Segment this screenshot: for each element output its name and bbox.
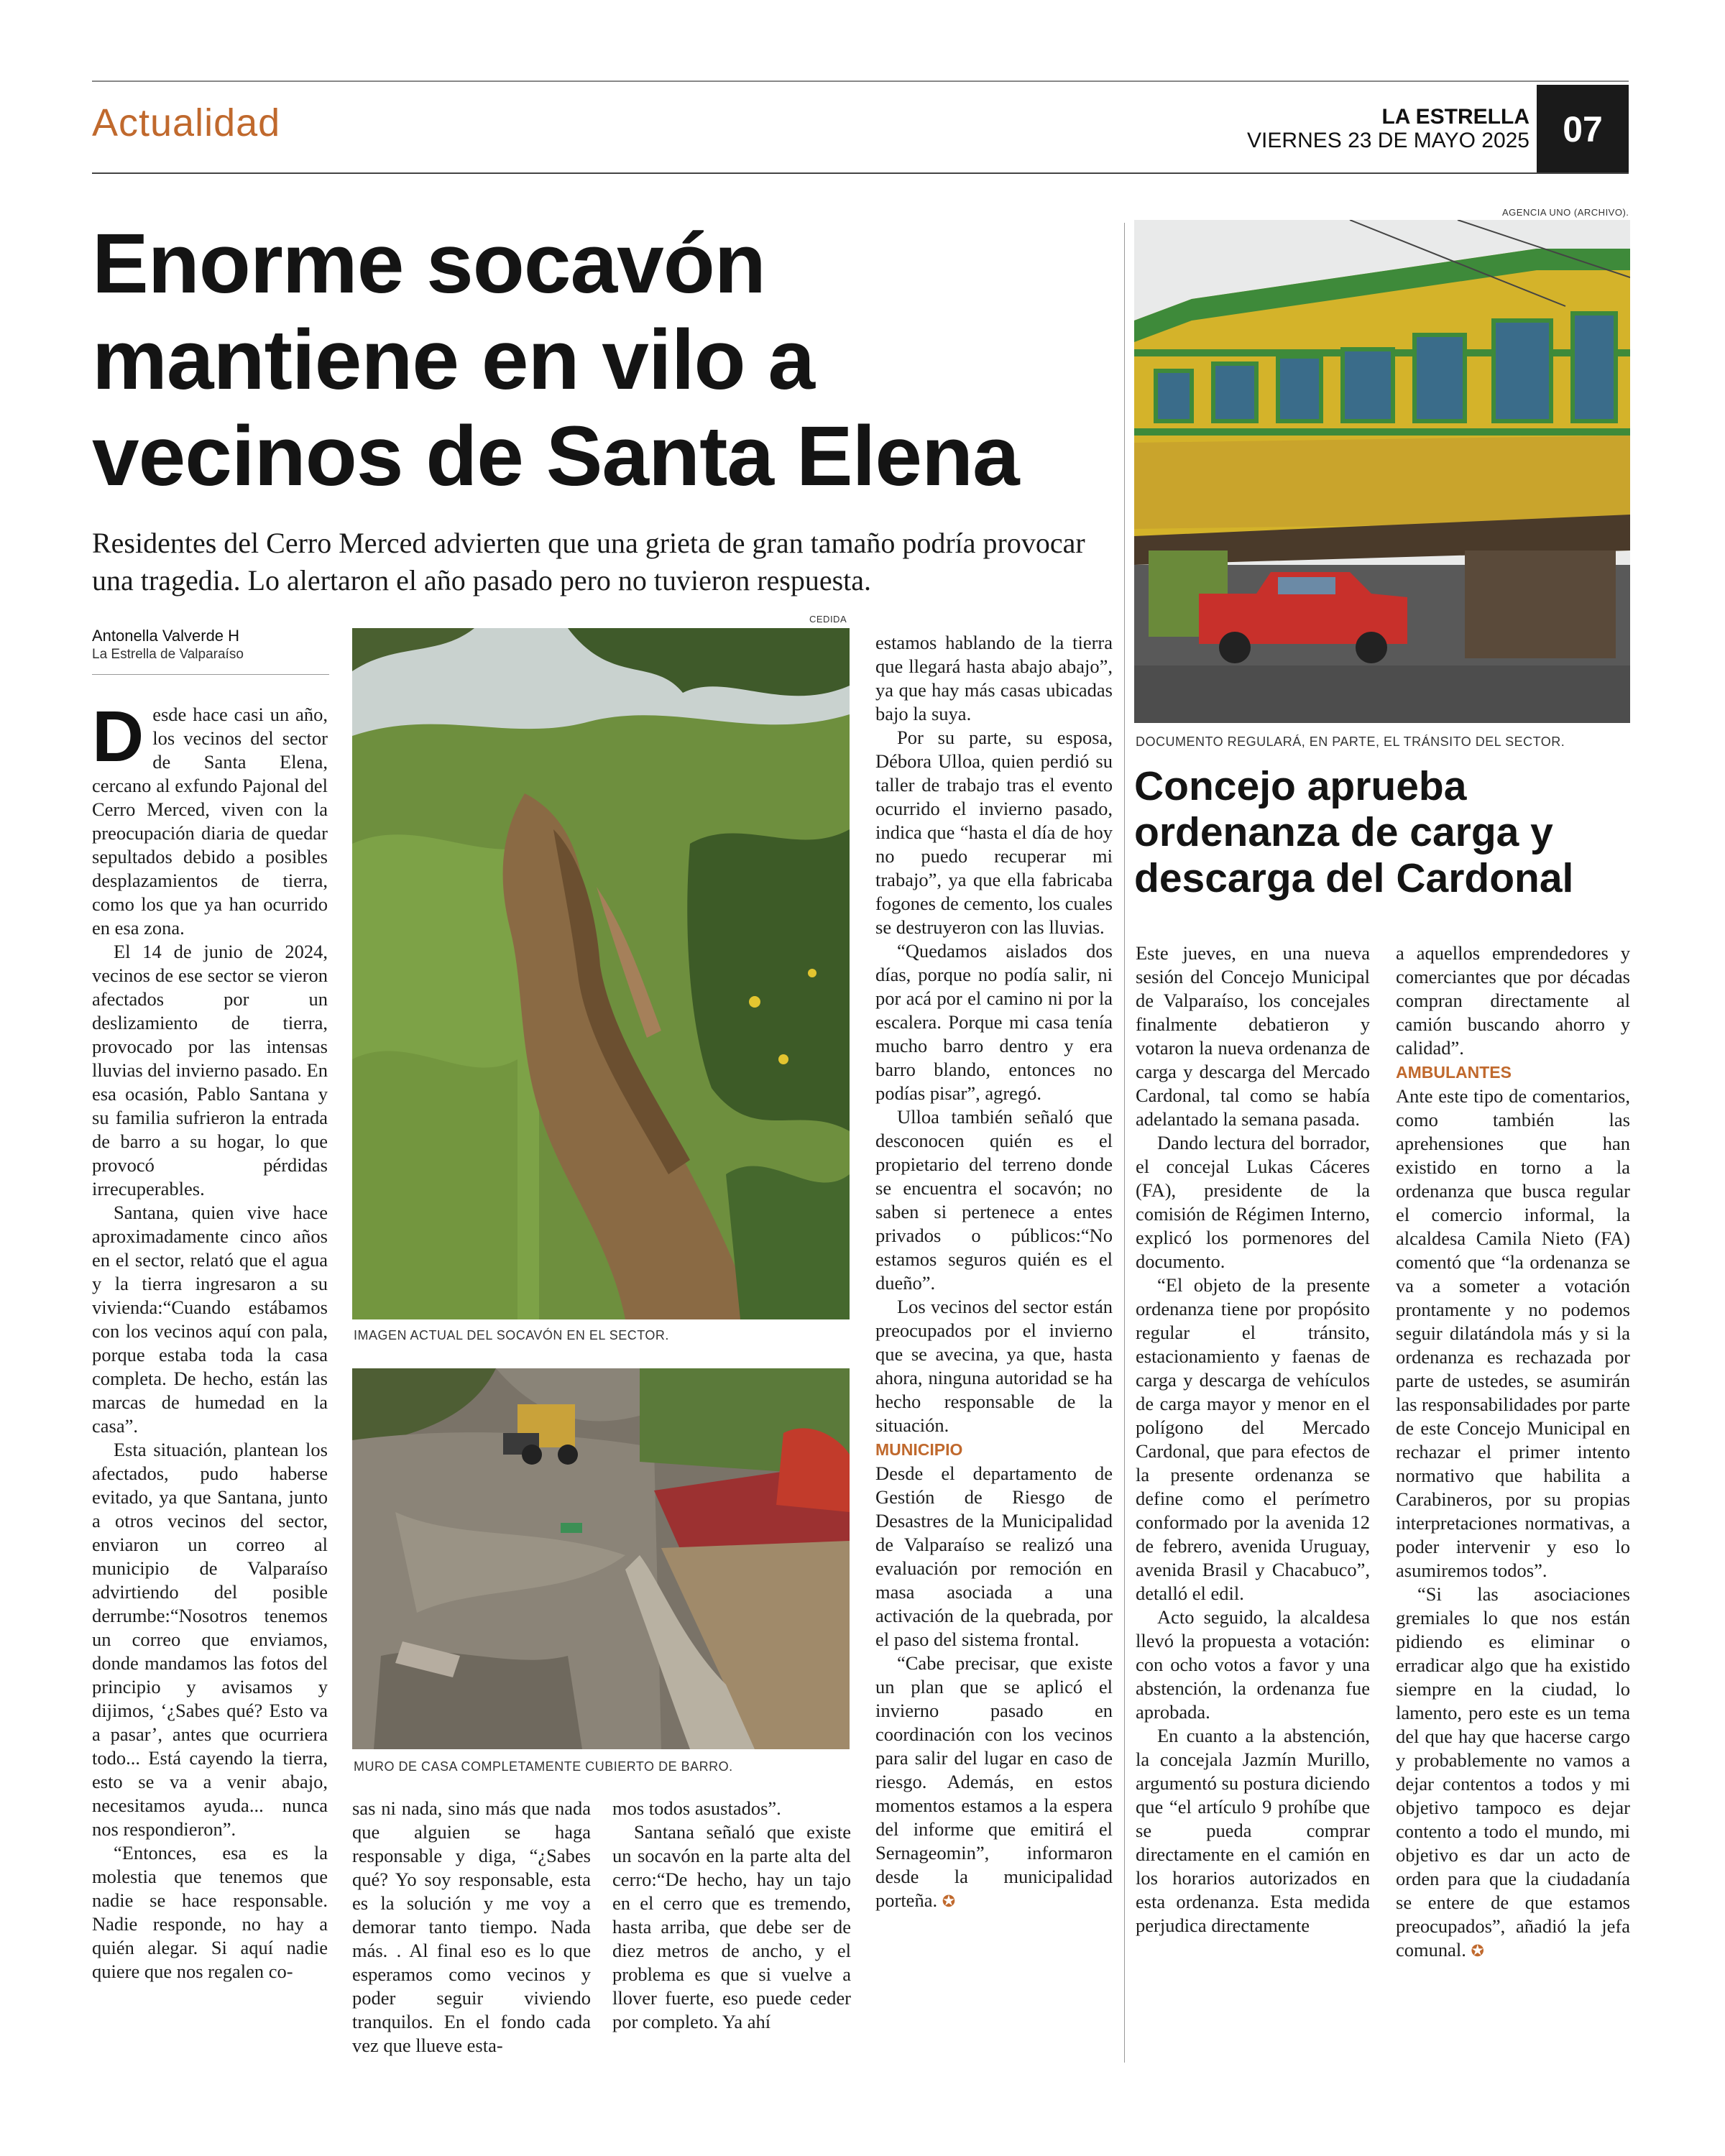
- main-headline: Enorme socavón mantiene en vilo a vecinos de Santa Elena: [92, 216, 1019, 504]
- paragraph: Desde el departamento de Gestión de Riesgo de Desastres de la Municipalidad de Valparaíso se realizó una evaluación por remoción en masa asociada a una activación de la quebrada, por el paso del sistema frontal.: [875, 1462, 1113, 1650]
- paragraph: estamos hablando de la tierra que llegará hasta abajo abajo”, ya que hay más casas ubicadas bajo la suya.: [875, 632, 1113, 724]
- dropcap: D: [92, 696, 144, 777]
- paragraph: “Entonces, esa es la molestia que tenemos que nadie se hace responsable. Nadie responde, no hay a quién alegar. Si aquí nadie quiere que nos regalen co-: [92, 1842, 328, 1982]
- sinkhole-photo: [352, 628, 850, 1319]
- paragraph: Dando lectura del borrador, el concejal Lukas Cáceres (FA), presidente de la comisión de Régimen Interno, explicó los pormenores del documento.: [1136, 1132, 1370, 1272]
- side-column-2: [1396, 941, 1630, 1963]
- paragraph: “El objeto de la presente ordenanza tiene por propósito regular el tránsito, estacionamiento y faenas de carga y descarga de vehículos de carga mayor y menor en el polígono del Mercado Cardonal, que para efectos de la presente ordenanza se define como el perímetro conformado por la avenida 12 de febrero, avenida Uruguay, avenida Brasil y Chacabuco”, detalló el edil.: [1136, 1274, 1370, 1604]
- paragraph: Esta situación, plantean los afectados, pudo haberse evitado, ya que Santana, junto a otros vecinos del sector, enviaron un correo al municipio de Valparaíso advirtiendo del posible derrumbe:“Nosotros tenemos un correo que enviamos, donde mandamos las fotos del principio y avisamos y dijimos, ‘¿Sabes qué? Esto va a pasar’, antes que ocurriera todo... Está cayendo la tierra, esto se va a venir abajo, necesitamos ayuda... nunca nos respondieron”.: [92, 1439, 328, 1840]
- main-column-4: [875, 631, 1113, 1914]
- cardonal-photo: [1134, 220, 1630, 723]
- mud-photo: [352, 1368, 850, 1749]
- column-divider: [1124, 223, 1125, 2063]
- end-mark-icon: ✪: [1471, 1943, 1484, 1961]
- paragraph: Este jueves, en una nueva sesión del Concejo Municipal de Valparaíso, los concejales finalmente debatieron y votaron la nueva ordenanza de carga y descarga del Mercado Cardonal, tal como se había adelantado la semana pasada.: [1136, 942, 1370, 1130]
- paragraph: a aquellos emprendedores y comerciantes que por décadas compran directamente al camión buscando ahorro y calidad”.: [1396, 942, 1630, 1059]
- publication-date: VIERNES 23 DE MAYO 2025: [1247, 129, 1530, 152]
- photo1-caption: IMAGEN ACTUAL DEL SOCAVÓN EN EL SECTOR.: [354, 1328, 669, 1342]
- subhead-municipio: MUNICIPIO: [875, 1440, 963, 1459]
- byline-name: Antonella Valverde H: [92, 627, 240, 645]
- paragraph: Desde hace casi un año, los vecinos del sector de Santa Elena, cercano al exfundo Pajonal del Cerro Merced, viven con la preocupación diaria de quedar sepultados debido a posibles desplazamientos de tierra, como los que ya han ocurrido en esa zona.: [92, 696, 328, 939]
- side-headline: Concejo aprueba ordenanza de carga y descarga del Cardonal: [1134, 763, 1574, 901]
- header-rule: [92, 172, 1629, 174]
- paragraph: “Quedamos aislados dos días, porque no podía salir, ni por acá por el camino ni por la escalera. Porque mi casa tenía mucho barro dentro y era barro blando, entonces no podías pisar”, agregó.: [875, 940, 1113, 1104]
- end-mark-icon: ✪: [942, 1893, 956, 1911]
- byline-org: La Estrella de Valparaíso: [92, 647, 244, 662]
- paragraph: Los vecinos del sector están preocupados por el invierno que se avecina, ya que, hasta ahora, ninguna autoridad se ha hecho responsable de la situación.: [875, 1296, 1113, 1436]
- main-deck: Residentes del Cerro Merced advierten que una grieta de gran tamaño podría provocar una tragedia. Lo alertaron el año pasado pero no tuvieron respuesta.: [92, 527, 1085, 596]
- main-column-2-bottom: [352, 1797, 591, 2058]
- side-column-1: [1136, 941, 1370, 1938]
- main-column-3-bottom: [612, 1797, 851, 2034]
- page-number: 07: [1537, 85, 1629, 174]
- paragraph: Ante este tipo de comentarios, como también las aprehensiones que han existido en torno a la ordenanza que busca regular el comercio informal, la alcaldesa Camila Nieto (FA) comentó que “la ordenanza se va a someter a votación prontamente y no podemos seguir dilatándola más y si la ordenanza es rechazada por parte de ustedes, se asumirán las responsabilidades por parte de este Concejo Municipal en rechazar el primer intento normativo que habilita a Carabineros, por su propias interpretaciones normativas, a poder intervenir y eso lo asumiremos todos”.: [1396, 1085, 1630, 1581]
- paragraph: sas ni nada, sino más que nada que alguien se haga responsable y diga, “¿Sabes qué? Yo soy responsable, esta es la solución y me voy a demorar tanto tiempo. Nada más. . Al final eso es lo que esperamos como vecinos y poder seguir viviendo tranquilos. En el fondo cada vez que llueve esta-: [352, 1797, 591, 2056]
- paragraph: El 14 de junio de 2024, vecinos de ese sector se vieron afectados por un deslizamiento de tierra, provocado por las intensas lluvias del invierno pasado. En esa ocasión, Pablo Santana y su familia sufrieron la entrada de barro a su hogar, lo que provocó pérdidas irrecuperables.: [92, 941, 328, 1199]
- paragraph: Acto seguido, la alcaldesa llevó la propuesta a votación: con ocho votos a favor y una abstención, la ordenanza fue aprobada.: [1136, 1606, 1370, 1723]
- paragraph: mos todos asustados”.: [612, 1797, 781, 1819]
- photo2-caption: MURO DE CASA COMPLETAMENTE CUBIERTO DE BARRO.: [354, 1759, 733, 1774]
- sinkhole-illustration: [352, 628, 850, 1319]
- paragraph: “Si las asociaciones gremiales lo que nos están pidiendo es eliminar o erradicar algo que ha existido siempre en la ciudad, lo lamento, pero este es un tema del que hay que hacerse cargo y probablemente no vamos a dejar contentos a todos y mi objetivo tampoco es dejar contento a todo el mundo, mi objetivo es dar un acto de orden para que la ciudadanía se entere de que estamos preocupados”, añadió la jefa comunal. ✪: [1396, 1583, 1630, 1961]
- section-label: Actualidad: [92, 101, 281, 144]
- photo1-credit: CEDIDA: [809, 614, 847, 625]
- byline-rule: [92, 674, 329, 675]
- top-rule: [92, 80, 1629, 82]
- publication-name: LA ESTRELLA: [1381, 105, 1530, 129]
- paragraph: Santana señaló que existe un socavón en la parte alta del cerro:“De hecho, hay un tajo en el cerro que es tremendo, hasta arriba, que debe ser de diez metros de ancho, y el problema es que si vuelve a llover fuerte, eso puede ceder por completo. Ya ahí: [612, 1821, 851, 2032]
- paragraph: En cuanto a la abstención, la concejala Jazmín Murillo, argumentó su postura diciendo que “el artículo 9 prohíbe que se pueda comprar directamente en el camión en los horarios autorizados en esta ordenanza. Esta medida perjudica directamente: [1136, 1725, 1370, 1936]
- side-photo-caption: DOCUMENTO REGULARÁ, EN PARTE, EL TRÁNSITO DEL SECTOR.: [1136, 734, 1565, 749]
- main-column-1: [92, 696, 328, 1984]
- subhead-ambulantes: AMBULANTES: [1396, 1063, 1512, 1082]
- side-photo-credit: AGENCIA UNO (ARCHIVO).: [1502, 207, 1629, 218]
- mud-illustration: [352, 1368, 850, 1749]
- paragraph: Ulloa también señaló que desconocen quién es el propietario del terreno donde se encuentra el socavón; no saben si pertenece a entes privados o públicos:“No estamos seguros quién es el dueño”.: [875, 1106, 1113, 1294]
- paragraph: “Cabe precisar, que existe un plan que se aplicó el invierno pasado en coordinación con los vecinos para salir del lugar en caso de riesgo. Además, en estos momentos estamos a la espera del informe que emitirá el Sernageomin”, informaron desde la municipalidad porteña. ✪: [875, 1652, 1113, 1911]
- market-illustration: [1134, 220, 1630, 723]
- paragraph: Santana, quien vive hace aproximadamente cinco años en el sector, relató que el agua y la tierra ingresaron a su vivienda:“Cuando estábamos con los vecinos aquí con pala, porque estaba toda la casa completa. De hecho, están las marcas de humedad en la casa”.: [92, 1202, 328, 1437]
- paragraph: Por su parte, su esposa, Débora Ulloa, quien perdió su taller de trabajo tras el evento ocurrido el invierno pasado, indica que “hasta el día de hoy no puedo recuperar mi trabajo”, ya que ella fabricaba fogones de cemento, los cuales se destruyeron con las lluvias.: [875, 727, 1113, 938]
